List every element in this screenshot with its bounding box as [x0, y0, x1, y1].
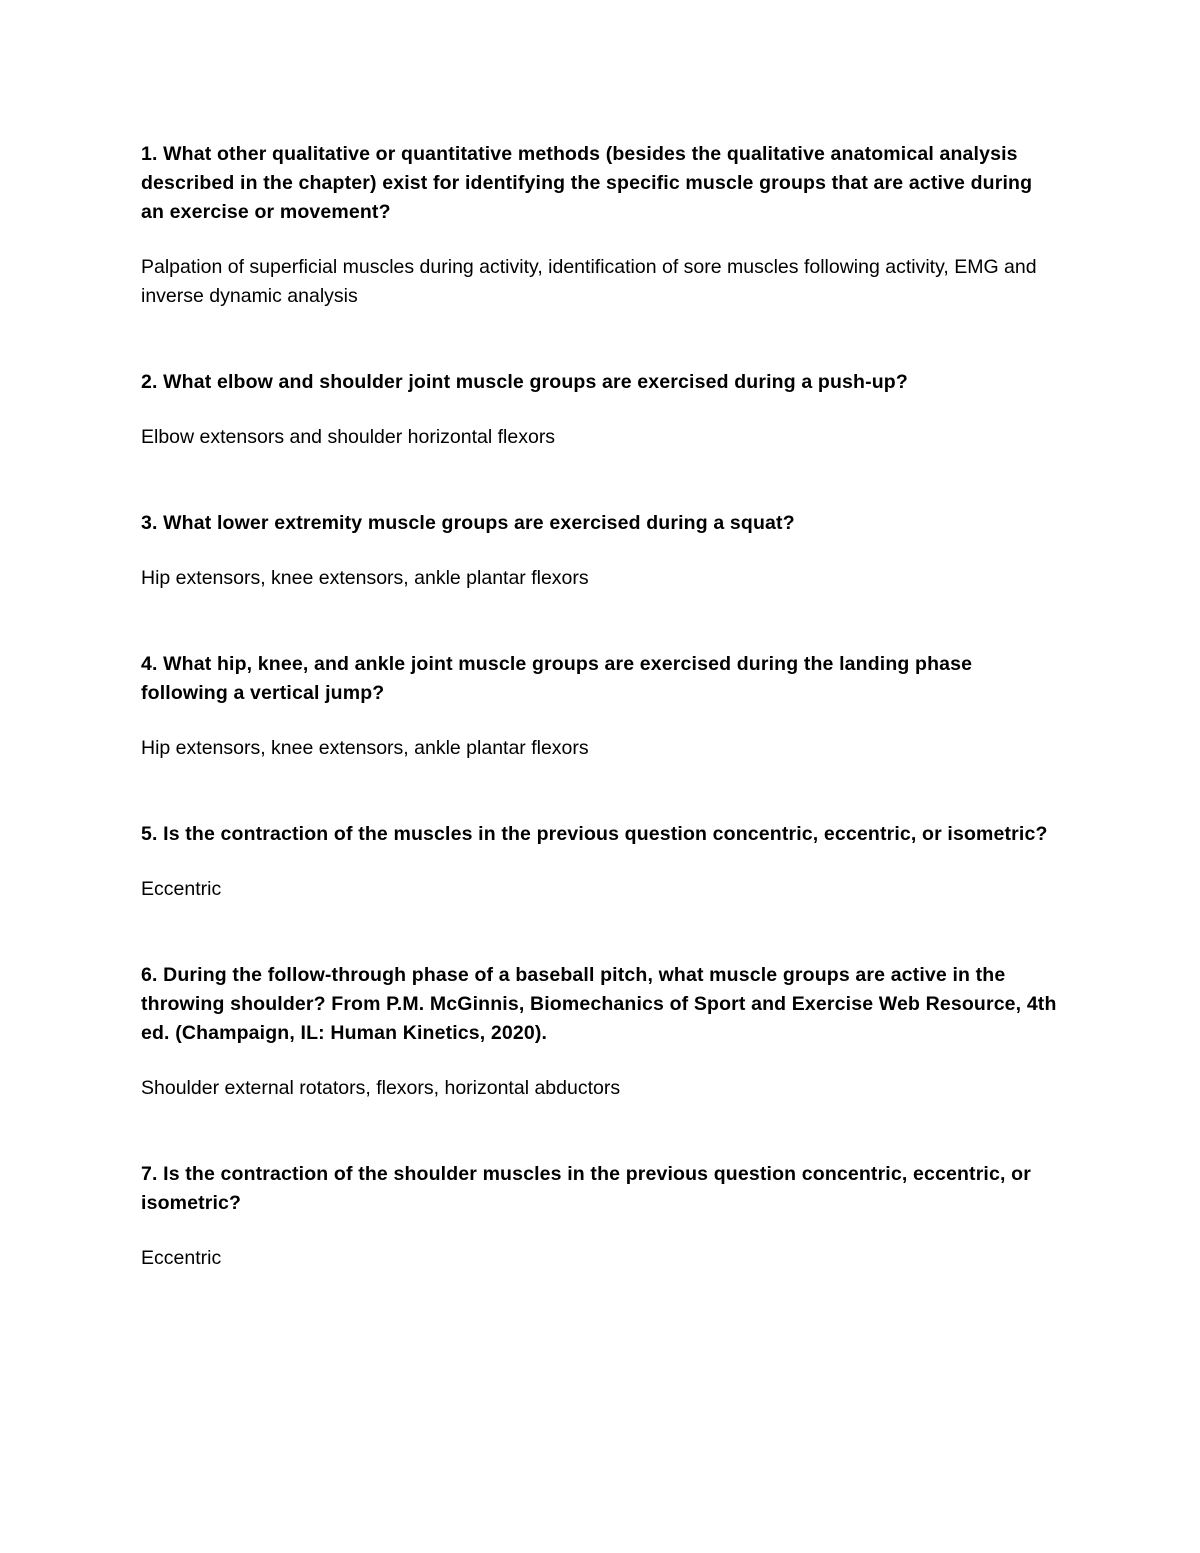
- answer-6: Shoulder external rotators, flexors, horizontal abductors: [141, 1077, 621, 1099]
- question-3: 3. What lower extremity muscle groups are exercised during a squat?: [141, 512, 795, 534]
- qa-item-6: [141, 961, 1060, 1103]
- qa-item-2: [141, 368, 1060, 452]
- answer-4: Hip extensors, knee extensors, ankle plantar flexors: [141, 737, 589, 759]
- qa-item-5: [141, 820, 1060, 904]
- question-5: 5. Is the contraction of the muscles in the previous question concentric, eccentric, or isometric?: [141, 823, 1048, 845]
- qa-item-4: [141, 650, 1060, 763]
- answer-7: Eccentric: [141, 1247, 222, 1269]
- question-7: 7. Is the contraction of the shoulder muscles in the previous question concentric, eccentric, or isometric?: [141, 1163, 1031, 1214]
- qa-item-1: [141, 140, 1060, 311]
- question-2: 2. What elbow and shoulder joint muscle groups are exercised during a push-up?: [141, 371, 908, 393]
- answer-1: Palpation of superficial muscles during activity, identification of sore muscles following activity, EMG and inverse dynamic analysis: [141, 256, 1037, 307]
- qa-item-7: [141, 1160, 1060, 1273]
- qa-item-3: [141, 509, 1060, 593]
- question-4: 4. What hip, knee, and ankle joint muscle groups are exercised during the landing phase following a vertical jump?: [141, 653, 973, 704]
- question-6: 6. During the follow-through phase of a baseball pitch, what muscle groups are active in the throwing shoulder? From P.M. McGinnis, Biomechanics of Sport and Exercise Web Resource, 4th ed. (Champaign, IL: Human Kinetics, 2020).: [141, 964, 1057, 1044]
- answer-3: Hip extensors, knee extensors, ankle plantar flexors: [141, 567, 589, 589]
- answer-2: Elbow extensors and shoulder horizontal flexors: [141, 426, 556, 448]
- question-1: 1. What other qualitative or quantitative methods (besides the qualitative anatomical analysis described in the chapter) exist for identifying the specific muscle groups that are active during an exercise or movement?: [141, 143, 1033, 223]
- answer-5: Eccentric: [141, 878, 222, 900]
